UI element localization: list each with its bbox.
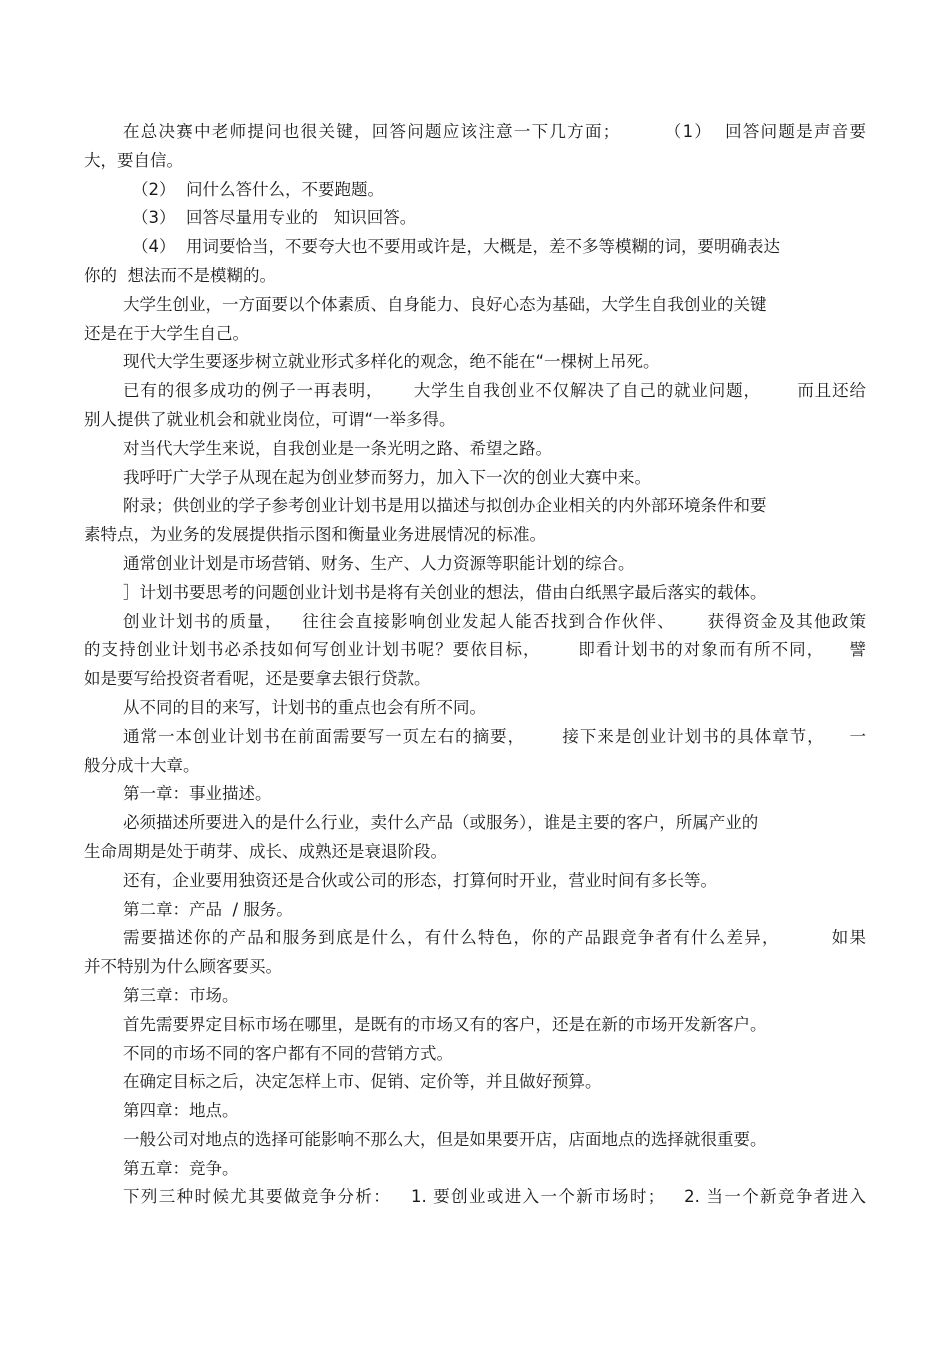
- paragraph-line: 通常一本创业计划书在前面需要写一页左右的摘要， 接下来是创业计划书的具体章节， 一: [123, 726, 866, 746]
- document-body: [84, 118, 866, 1212]
- paragraph-line: 下列三种时候尤其要做竞争分析： 1. 要创业或进入一个新市场时； 2. 当一个新竞争者进入: [123, 1187, 866, 1207]
- paragraph-line: 需要描述你的产品和服务到底是什么，有什么特色，你的产品跟竞争者有什么差异， 如果: [123, 928, 866, 948]
- paragraph-line: 必须描述所要进入的是什么行业，卖什么产品（或服务），谁是主要的客户，所属产业的: [123, 813, 759, 833]
- paragraph-line: 如是要写给投资者看呢，还是要拿去银行贷款。: [84, 669, 431, 689]
- paragraph-line: 还是在于大学生自己。: [84, 323, 249, 343]
- paragraph-line: 的支持创业计划书必杀技如何写创业计划书呢？要依目标， 即看计划书的对象而有所不同， 譬: [84, 640, 866, 660]
- chapter-heading: 第一章：事业描述。: [123, 784, 272, 804]
- paragraph-line: 素特点，为业务的发展提供指示图和衡量业务进展情况的标准。: [84, 525, 546, 545]
- paragraph-line: （4） 用词要恰当，不要夸大也不要用或许是，大概是，差不多等模糊的词，要明确表达: [132, 237, 780, 257]
- paragraph-line: 大学生创业，一方面要以个体素质、自身能力、良好心态为基础，大学生自我创业的关键: [123, 294, 767, 314]
- paragraph-line: 般分成十大章。: [84, 755, 200, 775]
- paragraph-line: 不同的市场不同的客户都有不同的营销方式。: [123, 1043, 453, 1063]
- paragraph-line: ］计划书要思考的问题创业计划书是将有关创业的想法，借由白纸黑字最后落实的载体。: [123, 582, 767, 602]
- paragraph-line: 在总决赛中老师提问也很关键，回答问题应该注意一下几方面； （1） 回答问题是声音要: [123, 122, 866, 141]
- paragraph-line: （3） 回答尽量用专业的 知识回答。: [132, 208, 417, 228]
- paragraph-line: 我呼吁广大学子从现在起为创业梦而努力，加入下一次的创业大赛中来。: [123, 467, 651, 487]
- chapter-heading: 第三章：市场。: [123, 985, 239, 1005]
- paragraph-line: 别人提供了就业机会和就业岗位，可谓“一举多得。: [84, 409, 456, 429]
- paragraph-line: 还有，企业要用独资还是合伙或公司的形态，打算何时开业，营业时间有多长等。: [123, 870, 717, 890]
- paragraph-line: （2） 问什么答什么，不要跑题。: [132, 179, 384, 199]
- paragraph-line: 大，要自信。: [84, 150, 183, 170]
- chapter-heading: 第四章：地点。: [123, 1101, 239, 1121]
- paragraph-line: 现代大学生要逐步树立就业形式多样化的观念，绝不能在“一棵树上吊死。: [123, 352, 660, 372]
- paragraph-line: 对当代大学生来说，自我创业是一条光明之路、希望之路。: [123, 438, 552, 458]
- paragraph-line: 生命周期是处于萌芽、成长、成熟还是衰退阶段。: [84, 841, 447, 861]
- chapter-heading: 第二章：产品 / 服务。: [123, 899, 293, 919]
- paragraph-line: 并不特别为什么顾客要买。: [84, 957, 282, 977]
- paragraph-line: 首先需要界定目标市场在哪里，是既有的市场又有的客户，还是在新的市场开发新客户。: [123, 1014, 767, 1034]
- chapter-heading: 第五章：竞争。: [123, 1158, 239, 1178]
- paragraph-line: 创业计划书的质量， 往往会直接影响创业发起人能否找到合作伙伴、 获得资金及其他政策: [123, 611, 866, 631]
- paragraph-line: 通常创业计划是市场营销、财务、生产、人力资源等职能计划的综合。: [123, 553, 635, 573]
- paragraph-line: 在确定目标之后，决定怎样上市、促销、定价等，并且做好预算。: [123, 1072, 602, 1092]
- paragraph-line: 从不同的目的来写，计划书的重点也会有所不同。: [123, 697, 486, 717]
- paragraph-line: 附录；供创业的学子参考创业计划书是用以描述与拟创办企业相关的内外部环境条件和要: [123, 496, 767, 516]
- paragraph-line: 一般公司对地点的选择可能影响不那么大，但是如果要开店，店面地点的选择就很重要。: [123, 1129, 767, 1149]
- paragraph-line: 已有的很多成功的例子一再表明， 大学生自我创业不仅解决了自己的就业问题， 而且还给: [123, 381, 866, 401]
- paragraph-line: 你的 想法而不是模糊的。: [84, 265, 276, 285]
